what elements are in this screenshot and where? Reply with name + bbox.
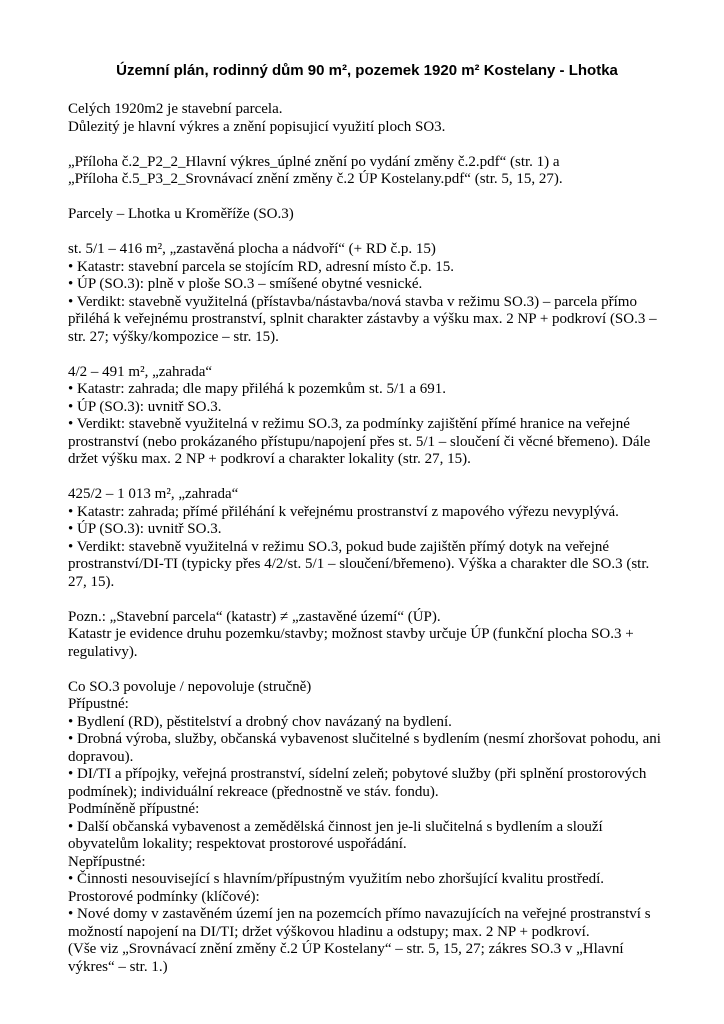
text-line: Podmíněně přípustné:	[68, 801, 200, 817]
paragraph	[68, 609, 666, 662]
text-line: Co SO.3 povoluje / nepovoluje (stručně)	[68, 678, 312, 695]
text-line: 425/2 – 1 013 m², „zahrada“	[68, 486, 239, 502]
text-line: • Drobná výroba, služby, občanská vybavenost slučitelné s bydlením (nesmí zhoršovat pohodu, ani	[68, 731, 661, 747]
text-line: Pozn.: „Stavební parcela“ (katastr) ≠ „zastavěné území“ (ÚP).	[68, 608, 441, 625]
paragraph	[68, 679, 666, 977]
text-line: • ÚP (SO.3): uvnitř SO.3.	[68, 398, 222, 415]
text-line: Parcely – Lhotka u Kroměříže (SO.3)	[68, 206, 294, 222]
text-line: prostranství (nebo prokázaného přístupu/napojení přes st. 5/1 – sloučení či věcné břemeno). Dále	[68, 433, 651, 450]
paragraph	[68, 364, 666, 469]
text-line: Nepřípustné:	[68, 853, 146, 870]
text-line: • Verdikt: stavebně využitelná v režimu SO.3, pokud bude zajištěn přímý dotyk na veřejné	[68, 538, 610, 555]
paragraph	[68, 241, 666, 346]
text-line: • Verdikt: stavebně využitelná v režimu SO.3, za podmínky zajištění přímé hranice na veřejné	[68, 416, 630, 432]
text-line: • DI/TI a přípojky, veřejná prostranství, sídelní zeleň; pobytové služby (při splnění prostorových	[68, 766, 647, 782]
text-line: Přípustné:	[68, 696, 129, 712]
text-line: „Příloha č.5_P3_2_Srovnávací znění změny č.2 ÚP Kostelany.pdf“ (str. 5, 15, 27).	[68, 171, 563, 187]
text-line: • Verdikt: stavebně využitelná (přístavba/nástavba/nová stavba v režimu SO.3) – parcela přímo	[68, 293, 637, 310]
text-line: Prostorové podmínky (klíčové):	[68, 888, 260, 905]
text-line: st. 5/1 – 416 m², „zastavěná plocha a nádvoří“ (+ RD č.p. 15)	[68, 241, 436, 257]
text-line: • Katastr: zahrada; přímé přiléhání k veřejnému prostranství z mapového výřezu nevyplývá.	[68, 503, 619, 520]
text-line: (Vše viz „Srovnávací znění změny č.2 ÚP Kostelany“ – str. 5, 15, 27; zákres SO.3 v „Hlavní	[68, 941, 624, 957]
document-title: Územní plán, rodinný dům 90 m², pozemek 1920 m² Kostelany - Lhotka	[116, 62, 618, 79]
text-line: • ÚP (SO.3): plně v ploše SO.3 – smíšené obytné vesnické.	[68, 276, 423, 292]
document-body	[68, 101, 666, 976]
text-line: dopravou).	[68, 748, 134, 765]
paragraph	[68, 154, 666, 189]
text-line: str. 27; výšky/kompozice – str. 15).	[68, 328, 279, 345]
text-line: • Další občanská vybavenost a zemědělská činnost jen je-li slučitelná s bydlením a slouží	[68, 818, 603, 835]
text-line: • Nové domy v zastavěném území jen na pozemcích přímo navazujících na veřejné prostranství s	[68, 906, 651, 922]
text-line: regulativy).	[68, 643, 138, 660]
text-line: „Příloha č.2_P2_2_Hlavní výkres_úplné znění po vydání změny č.2.pdf“ (str. 1) a	[68, 153, 560, 170]
text-line: Důlezitý je hlavní výkres a znění popisujicí využití ploch SO3.	[68, 118, 446, 135]
text-line: • Katastr: stavební parcela se stojícím RD, adresní místo č.p. 15.	[68, 258, 454, 275]
text-line: Celých 1920m2 je stavební parcela.	[68, 101, 283, 117]
text-line: obyvatelům lokality; respektovat prostorové uspořádání.	[68, 836, 407, 852]
paragraph	[68, 486, 666, 591]
text-line: držet výšku max. 2 NP + podkroví a charakter lokality (str. 27, 15).	[68, 451, 471, 467]
text-line: výkres“ – str. 1.)	[68, 958, 168, 975]
text-line: 27, 15).	[68, 573, 115, 590]
text-line: 4/2 – 491 m², „zahrada“	[68, 363, 213, 380]
text-line: • Katastr: zahrada; dle mapy přiléhá k pozemkům st. 5/1 a 691.	[68, 381, 447, 397]
text-line: přiléhá k veřejnému prostranství, splnit charakter zástavby a výšku max. 2 NP + podkroví (SO.3 –	[68, 311, 657, 327]
paragraph	[68, 101, 666, 136]
text-line: • Činnosti nesouvisející s hlavním/přípustným využitím nebo zhoršující kvalitu prostředí.	[68, 871, 605, 887]
paragraph	[68, 206, 666, 224]
text-line: • ÚP (SO.3): uvnitř SO.3.	[68, 521, 222, 537]
text-line: prostranství/DI-TI (typicky přes 4/2/st. 5/1 – sloučení/břemeno). Výška a charakter dle SO.3 (str.	[68, 556, 650, 572]
text-line: možností napojení na DI/TI; držet výškovou hladinu a odstupy; max. 2 NP + podkroví.	[68, 923, 590, 940]
text-line: Katastr je evidence druhu pozemku/stavby; možnost stavby určuje ÚP (funkční plocha SO.3 +	[68, 626, 634, 642]
text-line: podmínek); individuální rekreace (přednostně ve stáv. fondu).	[68, 783, 439, 800]
text-line: • Bydlení (RD), pěstitelství a drobný chov navázaný na bydlení.	[68, 713, 452, 730]
